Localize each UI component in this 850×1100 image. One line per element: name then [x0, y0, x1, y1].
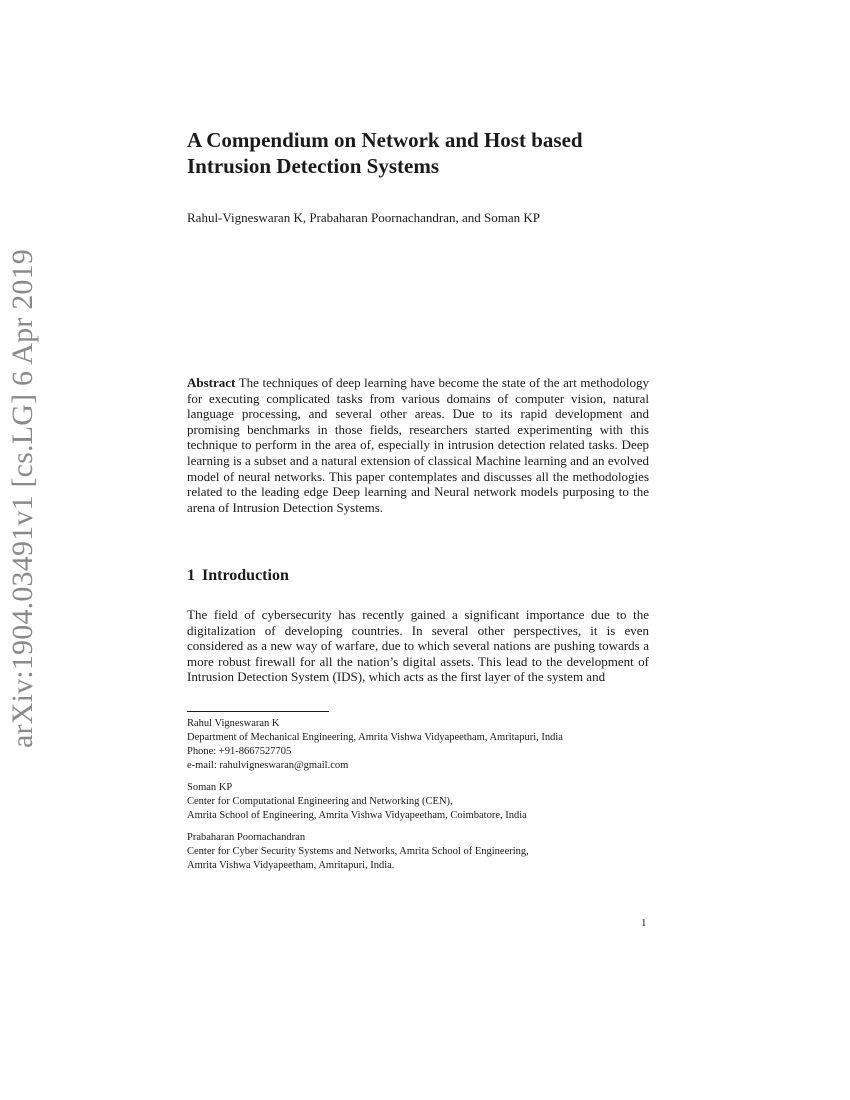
affiliation-line: Prabaharan Poornachandran [187, 832, 306, 843]
paper-title [187, 127, 657, 179]
abstract-label: Abstract [187, 375, 236, 390]
author-affiliations [187, 717, 649, 881]
affiliation-line: Phone: +91-8667527705 [187, 746, 292, 757]
affiliation-line: Department of Mechanical Engineering, Amrita Vishwa Vidyapeetham, Amritapuri, India [187, 732, 563, 743]
introduction-paragraph: The field of cybersecurity has recently gained a significant importance due to the digitalization of developing countries. In several other perspectives, it is even considered as a new way of warfare, due to which several nations are pushing towards a more robust firewall for all the nation’s digital assets. This lead to the development of Intrusion Detection System (IDS), which acts as the first layer of the system and [187, 607, 649, 685]
affiliation-line: Amrita Vishwa Vidyapeetham, Amritapuri, India. [187, 860, 395, 871]
section-heading-introduction [187, 566, 289, 586]
affiliation-block [187, 717, 649, 773]
page-number: 1 [641, 917, 647, 929]
title-line: Intrusion Detection Systems [187, 154, 439, 178]
footnote-divider [187, 711, 329, 712]
arxiv-identifier-stamp: arXiv:1904.03491v1 [cs.LG] 6 Apr 2019 [6, 248, 39, 748]
affiliation-line: Center for Cyber Security Systems and Networks, Amrita School of Engineering, [187, 846, 529, 857]
section-number: 1 [187, 567, 195, 584]
abstract-text: The techniques of deep learning have become the state of the art methodology for executing complicated tasks from various domains of computer vision, natural language processing, and several other areas. Due to its rapid development and promising benchmarks in those fields, researchers started experimenting with this technique to perform in the area of, especially in intrusion detection related tasks. Deep learning is a subset and a natural extension of classical Machine learning and an evolved model of neural networks. This paper contemplates and discusses all the methodologies related to the leading edge Deep learning and Neural network models purposing to the arena of Intrusion Detection Systems. [187, 375, 650, 515]
affiliation-line: e-mail: rahulvigneswaran@gmail.com [187, 760, 349, 771]
affiliation-block [187, 781, 649, 823]
abstract [187, 375, 649, 515]
affiliation-block [187, 831, 649, 873]
title-line: A Compendium on Network and Host based [187, 128, 583, 152]
author-list: Rahul-Vigneswaran K, Prabaharan Poornachandran, and Soman KP [187, 210, 541, 225]
affiliation-line: Center for Computational Engineering and Networking (CEN), [187, 796, 453, 807]
affiliation-line: Rahul Vigneswaran K [187, 718, 280, 729]
section-title: Introduction [202, 567, 289, 584]
affiliation-line: Amrita School of Engineering, Amrita Vishwa Vidyapeetham, Coimbatore, India [187, 810, 527, 821]
affiliation-line: Soman KP [187, 782, 233, 793]
